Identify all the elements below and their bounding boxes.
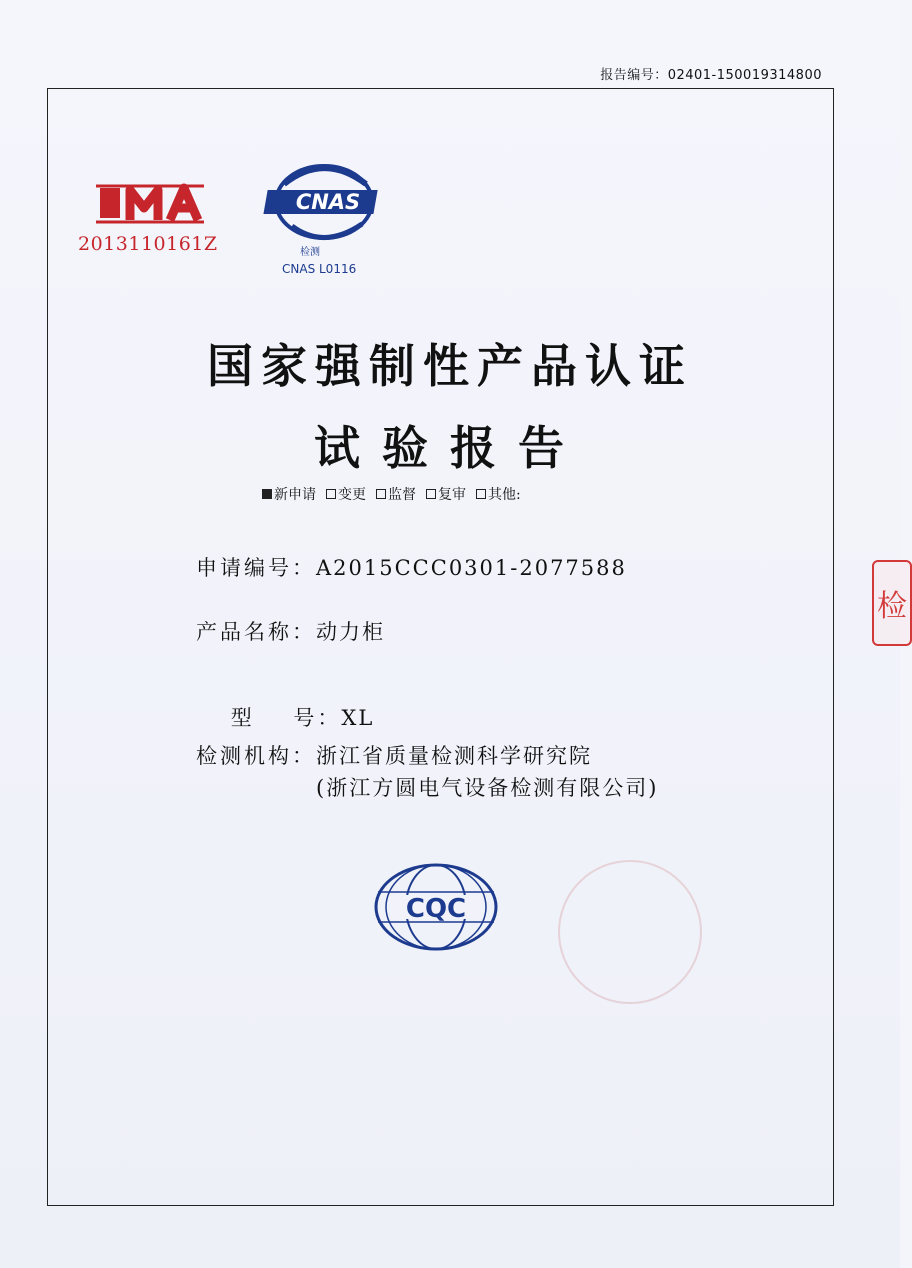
faint-seal-icon [558, 860, 702, 1004]
checkbox-change [326, 484, 366, 504]
cma-code: 2013110161Z [78, 233, 218, 255]
field-value: 浙江省质量检测科学研究院 [316, 744, 592, 768]
checkbox-other [476, 484, 521, 504]
field-label: 检测机构： [196, 744, 316, 768]
testing-organization-field [196, 740, 592, 770]
cqc-logo-icon [372, 862, 500, 952]
unchecked-box-icon [476, 489, 486, 499]
unchecked-box-icon [426, 489, 436, 499]
report-number: 报告编号：02401-150019314800 [600, 68, 822, 83]
cnas-subtitle: 检测 [300, 247, 320, 258]
checked-box-icon [262, 489, 272, 499]
checkbox-label: 监督 [388, 487, 416, 503]
document-title: 国家强制性产品认证 [207, 339, 693, 393]
checkbox-label: 其他: [488, 487, 521, 503]
application-type-checkboxes [262, 484, 521, 504]
checkbox-new-application [262, 484, 316, 504]
product-name-field [196, 616, 385, 646]
testing-organization-secondary: (浙江方圆电气设备检测有限公司) [316, 776, 659, 800]
side-stamp: 检 [872, 560, 912, 646]
field-label: 产品名称： [196, 620, 316, 644]
svg-text:CNAS: CNAS [295, 190, 361, 214]
checkbox-review [426, 484, 466, 504]
application-number-field [196, 552, 627, 582]
checkbox-label: 新申请 [274, 487, 316, 503]
field-value: A2015CCC0301-2077588 [316, 556, 627, 580]
checkbox-supervision [376, 484, 416, 504]
field-label: 申请编号： [196, 556, 316, 580]
document-subtitle: 试验报告 [314, 421, 586, 475]
unchecked-box-icon [326, 489, 336, 499]
svg-text:CQC: CQC [405, 894, 467, 924]
checkbox-label: 复审 [438, 487, 466, 503]
cnas-code: CNAS L0116 [282, 262, 357, 276]
checkbox-label: 变更 [338, 487, 366, 503]
field-value: XL [341, 706, 375, 730]
field-value: 动力柜 [316, 620, 385, 644]
field-label: 型 号： [230, 706, 342, 730]
unchecked-box-icon [376, 489, 386, 499]
